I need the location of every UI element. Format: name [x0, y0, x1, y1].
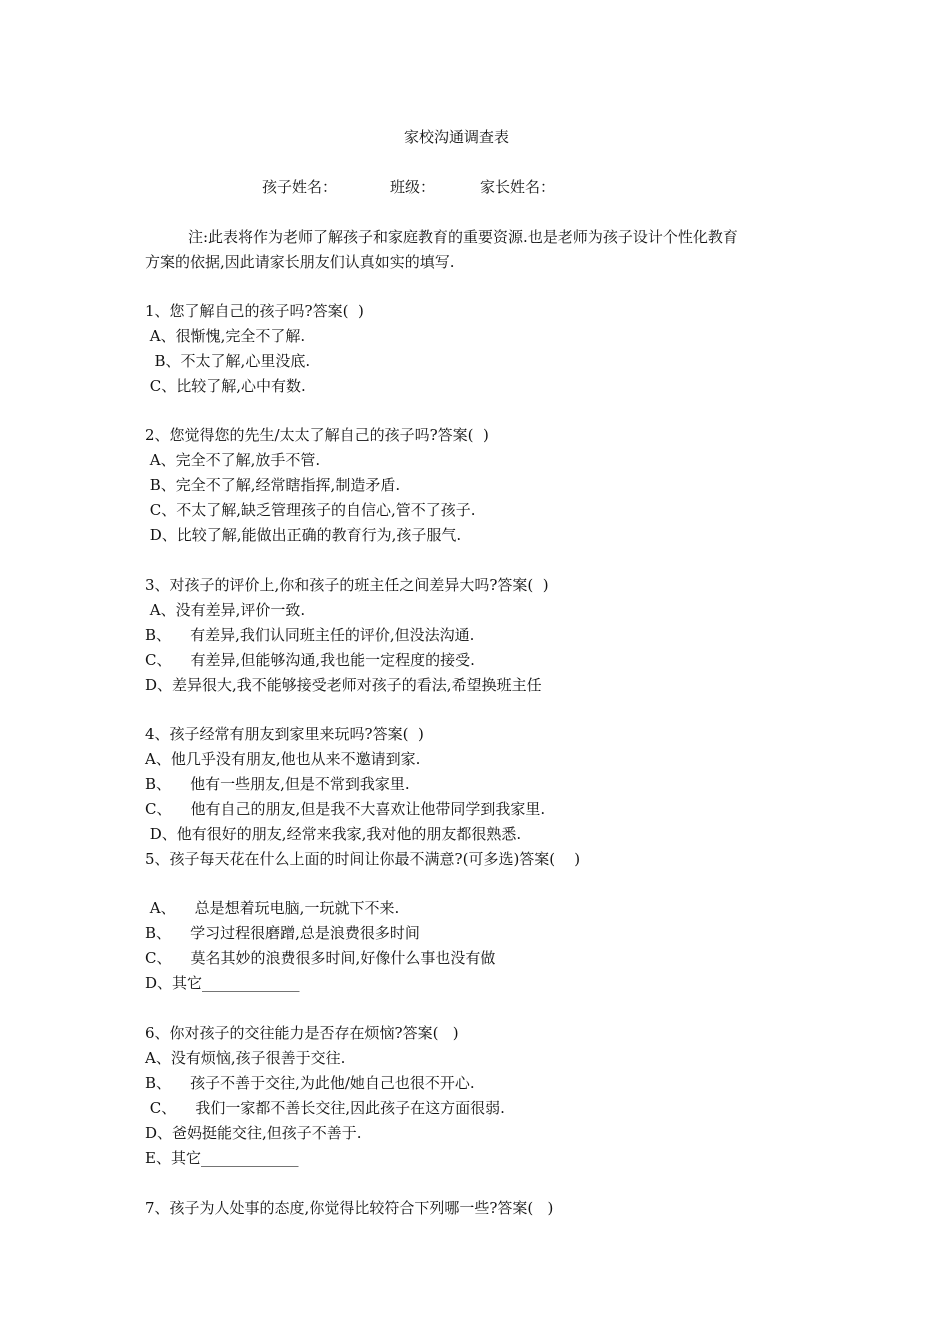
document-title: 家校沟通调查表	[404, 128, 510, 146]
question-7: 7、孩子为人处事的态度,你觉得比较符合下列哪一些?答案( )	[145, 1199, 554, 1217]
question-6: 6、你对孩子的交往能力是否存在烦恼?答案( )	[145, 1024, 459, 1042]
question-6-option-a: A、没有烦恼,孩子很善于交往.	[145, 1049, 346, 1067]
note-line-2: 方案的依据,因此请家长朋友们认真如实的填写.	[145, 253, 455, 271]
question-4-option-a: A、他几乎没有朋友,他也从来不邀请到家.	[145, 750, 421, 768]
question-5: 5、孩子每天花在什么上面的时间让你最不满意?(可多选)答案( )	[145, 850, 581, 868]
question-3-option-a: A、没有差异,评价一致.	[145, 601, 306, 619]
question-4: 4、孩子经常有朋友到家里来玩吗?答案( )	[145, 725, 424, 743]
question-1: 1、您了解自己的孩子吗?答案( )	[145, 302, 364, 320]
question-2-option-a: A、完全不了解,放手不管.	[145, 451, 321, 469]
note-line-1: 注:此表将作为老师了解孩子和家庭教育的重要资源.也是老师为孩子设计个性化教育	[188, 228, 738, 246]
question-5-option-d: D、其它_____________	[145, 974, 300, 992]
question-1-option-b: B、不太了解,心里没底.	[145, 352, 311, 370]
question-5-option-c: C、 莫名其妙的浪费很多时间,好像什么事也没有做	[145, 949, 496, 967]
question-1-option-a: A、很惭愧,完全不了解.	[145, 327, 306, 345]
question-4-option-b: B、 他有一些朋友,但是不常到我家里.	[145, 775, 410, 793]
child-name-label: 孩子姓名：	[262, 178, 338, 196]
parent-name-label: 家长姓名：	[480, 178, 556, 196]
question-3-option-d: D、差异很大,我不能够接受老师对孩子的看法,希望换班主任	[145, 676, 542, 694]
question-4-option-d: D、他有很好的朋友,经常来我家,我对他的朋友都很熟悉.	[145, 825, 522, 843]
question-6-option-d: D、爸妈挺能交往,但孩子不善于.	[145, 1124, 362, 1142]
question-1-option-c: C、比较了解,心中有数.	[145, 377, 306, 395]
question-2-option-c: C、不太了解,缺乏管理孩子的自信心,管不了孩子.	[145, 501, 476, 519]
question-3-option-b: B、 有差异,我们认同班主任的评价,但没法沟通.	[145, 626, 475, 644]
question-5-option-b: B、 学习过程很磨蹭,总是浪费很多时间	[145, 924, 420, 942]
question-6-option-b: B、 孩子不善于交往,为此他/她自己也很不开心.	[145, 1074, 475, 1092]
question-5-option-a: A、 总是想着玩电脑,一玩就下不来.	[145, 899, 400, 917]
question-2-option-d: D、比较了解,能做出正确的教育行为,孩子服气.	[145, 526, 462, 544]
question-3: 3、对孩子的评价上,你和孩子的班主任之间差异大吗?答案( )	[145, 576, 549, 594]
question-2: 2、您觉得您的先生/太太了解自己的孩子吗?答案( )	[145, 426, 489, 444]
question-3-option-c: C、 有差异,但能够沟通,我也能一定程度的接受.	[145, 651, 475, 669]
question-6-option-c: C、 我们一家都不善长交往,因此孩子在这方面很弱.	[145, 1099, 505, 1117]
question-2-option-b: B、完全不了解,经常瞎指挥,制造矛盾.	[145, 476, 401, 494]
class-label: 班级：	[390, 178, 436, 196]
question-6-option-e: E、其它_____________	[145, 1149, 299, 1167]
question-4-option-c: C、 他有自己的朋友,但是我不大喜欢让他带同学到我家里.	[145, 800, 546, 818]
